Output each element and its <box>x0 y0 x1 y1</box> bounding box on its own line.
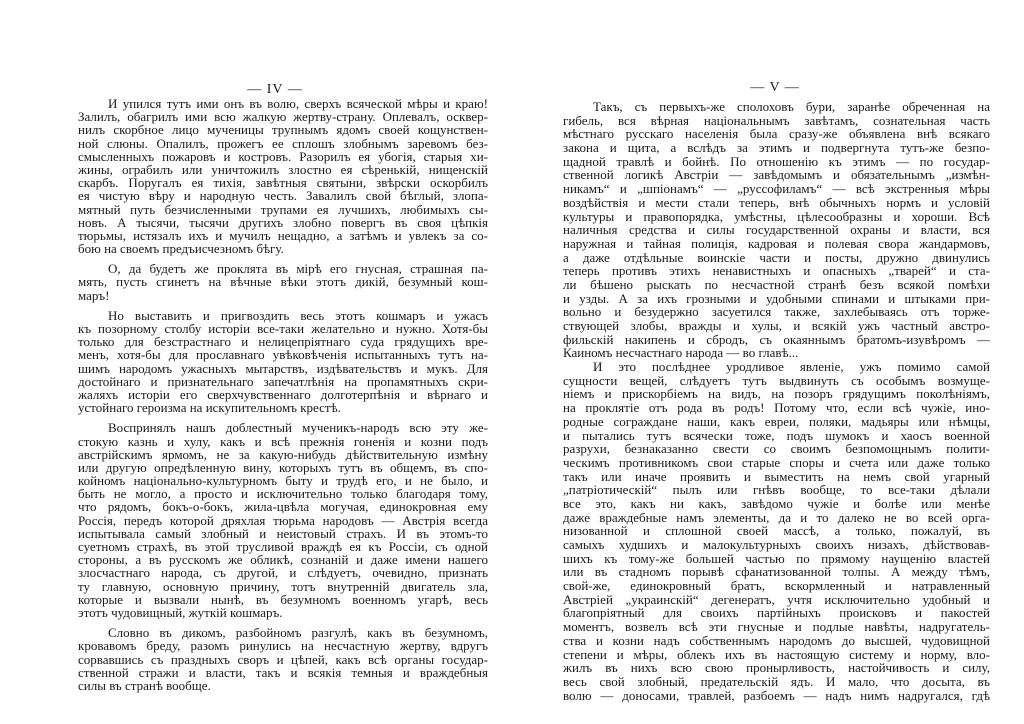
text-line: фильскій накипень и сбродъ, съ окаяннымъ братомъ-изувѣромъ — <box>563 331 990 347</box>
text-line: суетномъ страхѣ, въ этой трусливой враждѣ ея къ Россіи, съ одной <box>78 539 488 554</box>
text-line: вольно и безудержно засуетился также, захлебываясь отъ торже- <box>563 304 990 320</box>
text-line: никамъ“ и „шпіонамъ“ — „руссофиламъ“ — всѣ экстренныя мѣры <box>563 181 990 197</box>
text-line: къ позорному столбу исторіи все-таки желательно и нужно. Хотя-бы <box>78 321 488 336</box>
right-page-body <box>563 100 990 702</box>
text-line: на проклятіе отъ рода въ родъ! Потому что, если всѣ чужіе, ино- <box>563 400 990 416</box>
text-line: устойнаго героизма на искупительномъ крестѣ. <box>78 400 341 416</box>
text-line: наличныя средства и силы государственной охраны и власти, вся <box>563 222 990 238</box>
paragraph <box>78 309 488 415</box>
text-line: волю — доносами, травлей, разбоемъ — надъ нимъ надругался, гдѣ <box>563 687 990 703</box>
text-line: сорвавшись съ праздныхъ своръ и цѣпей, какъ всѣ органы государ- <box>78 651 488 667</box>
page-number-right: — V — <box>750 80 800 95</box>
text-line: наружная и тайная полиція, кадровая и полевая свора жандармовъ, <box>563 235 990 251</box>
paragraph <box>78 421 488 619</box>
text-line: свой-же, единокровный братъ, вскормленный и натравленный <box>563 578 990 594</box>
text-line: Австріей „украинскій“ дегенератъ, учтя исключительно удобный и <box>563 591 990 607</box>
text-line: маръ! <box>78 287 110 303</box>
text-line: Воспринялъ нашъ доблестный мученикъ-народъ всю эту же- <box>108 420 488 436</box>
text-line: И это послѣднее уродливое явленіе, ужъ помимо самой <box>593 359 990 375</box>
text-line: моментъ, возвелъ всѣ эти гнусные и подлые навѣты, надругатель- <box>563 619 990 635</box>
text-line: злосчастнаго народа, съ другой, и слѣдуетъ, очевидно, признать <box>78 565 488 581</box>
text-line: „патріотическій“ пылъ или гнѣвъ вообще, то все-таки дѣлали <box>563 482 990 498</box>
text-line: ственной логикѣ Австріи — завѣдомымъ и обязательнымъ „измѣн- <box>563 167 990 183</box>
text-line: мять, пусть сгинетъ на вѣчные вѣки этотъ дикій, безумный кош- <box>78 274 488 290</box>
paragraph <box>563 100 990 360</box>
text-line: ея чистую вѣру и народную честь. Завалилъ свой бѣглый, злопа- <box>78 188 488 204</box>
text-line: менъ, хотя-бы для прославнаго увѣковѣченія испытанныхъ тутъ на- <box>78 347 488 363</box>
text-line: нилъ скорбное лицо мученицы трупнымъ ядомъ своей кощунствен- <box>78 122 488 138</box>
text-line: разрухи, безнаказанно свести со своимъ безпомощнымъ полити- <box>563 441 990 457</box>
paragraph <box>78 262 488 302</box>
text-line: достойнаго и признательнаго запечатлѣнія на пропамятныхъ скри- <box>78 373 488 389</box>
text-line: мѣстнаго русскаго населенія была сразу-же объявлена внѣ всякаго <box>563 126 990 142</box>
text-line: самыхъ худшихъ и малокультурныхъ своихъ низахъ, дѣйствовав- <box>563 537 990 552</box>
text-line: тюрьмы, истязалъ ихъ и мучилъ нещадно, а затѣмъ и увлекъ за со- <box>78 227 488 243</box>
text-line: ли бѣшено рыскать по несчастной странѣ безъ всякой помѣхи <box>563 276 990 292</box>
text-line: ственной стражи и власти, такъ и всякія темныя и враждебныя <box>78 664 488 680</box>
text-line: бою на своемъ предъисчезномъ бѣгу. <box>78 241 284 257</box>
text-line: только для безстрастнаго и нелицепріятнаго суда грядущихъ вре- <box>78 334 488 350</box>
text-line: Залилъ, обагрилъ ими всю жалкую жертву-страну. Оплевалъ, осквер- <box>78 109 488 125</box>
text-line: степени и мѣры, облекъ ихъ въ настоящую систему и норму, вло- <box>563 646 990 662</box>
text-line: что рядомъ, бокъ-о-бокъ, жила-цвѣла могучая, единокровная ему <box>78 499 488 515</box>
text-line: испытывала самый злобный и неистовый страхъ. И въ этомъ-то <box>78 525 488 541</box>
text-line: стороны, а въ русскомъ же обликѣ, сознаній и даже имени нашего <box>78 552 488 568</box>
text-line: мятный путь безчисленными трупами ея лучшихъ, любимыхъ сы- <box>78 201 488 217</box>
text-line: кровавомъ бреду, разомъ ринулись на несчастную жертву, вдругъ <box>78 638 488 654</box>
page-number-left: — IV — <box>247 82 303 97</box>
text-line: Каиномъ несчастнаго народа — во главѣ... <box>563 345 799 361</box>
text-line: австрійскимъ ярмомъ, не за какую-нибудь дѣйствительную измѣну <box>78 446 488 462</box>
text-line: культуры и правопорядка, умѣстны, цѣлесообразны и хороши. Всѣ <box>563 208 990 224</box>
text-line: воздѣйствія и мести стали теперь, внѣ обычныхъ нормъ и условій <box>563 194 990 210</box>
text-line: гибель, вся вѣрная національнымъ завѣтамъ, сознательная часть <box>563 112 990 128</box>
text-line: жаляхъ исторіи его сверхчувственнаго долготерпѣнія и вѣрнаго и <box>78 386 488 402</box>
text-line: ту главную, основную причину, тотъ внутренній двигатель зла, <box>78 578 488 594</box>
text-line: или въ стадномъ порывѣ сфанатизованной толпы. А между тѣмъ, <box>563 564 990 580</box>
text-line: Такъ, съ первыхъ-же сполоховъ бури, заранѣе обреченная на <box>593 99 990 114</box>
text-line: шимъ народомъ ужасныхъ мытарствъ, издѣвательствъ и мукъ. Для <box>78 360 488 376</box>
text-line: ствующей злобы, вражды и хулы, и всякій ужъ частный австро- <box>563 318 990 333</box>
text-line: ніемъ и прискорбіемъ на видъ, на позоръ грядущимъ поколѣніямъ, <box>563 386 990 402</box>
paragraph <box>563 360 990 702</box>
text-line: которые и вызвали нынѣ, въ безумномъ военномъ угарѣ, весь <box>78 591 488 607</box>
text-line: закона и щита, а вслѣдъ за этимъ и подвергнута тутъ-же безпо- <box>563 140 990 156</box>
text-line: И упился тутъ ими онъ въ волю, сверхъ всяческой мѣры и краю! <box>108 96 488 111</box>
text-line: жилъ въ нихъ всю свою пронырливость, настойчивость и силу, <box>563 660 990 676</box>
text-line: скарбъ. Поругалъ ея тихія, завѣтныя святыни, звѣрски оскорбилъ <box>78 175 488 191</box>
text-line: такъ или иначе проявить и выместить на немъ свой угарный <box>563 468 990 484</box>
text-line: стокую казнь и хулу, какъ и всѣ прежнія гоненія и козни подъ <box>78 433 488 449</box>
text-line: новъ. А тысячи, тысячи другихъ злобно повергъ въ своя цѣпкія <box>78 214 488 230</box>
text-line: благопріятный для своихъ партійныхъ происковъ и пакостей <box>563 605 990 621</box>
text-line: даже враждебные намъ элементы, да и то далеко не во всей орга- <box>563 509 990 525</box>
text-line: О, да будетъ же проклята въ мірѣ его гнусная, страшная па- <box>108 261 488 277</box>
text-line: ства и козни надъ собственнымъ народомъ до высшей, чудовищной <box>563 632 990 648</box>
text-line: все это, какъ ни какъ, завѣдомо чужіе и болѣе или менѣе <box>563 495 990 511</box>
text-line: шихъ къ тому-же большей частью по прямому наущенію властей <box>563 550 990 566</box>
text-line: этотъ чудовищный, жуткій кошмаръ. <box>78 604 283 620</box>
left-page-body <box>78 97 488 692</box>
text-line: а даже отдѣльные воинскіе части и посты, дружно двинулись <box>563 249 990 265</box>
text-line: весь свой злобный, предательскій ядъ. И мало, что досыта, въ <box>563 673 990 689</box>
text-line: Но выставить и пригвоздить весь этотъ кошмаръ и ужасъ <box>108 307 488 323</box>
text-line: Россія, передъ которой дряхлая тюрьма народовъ — Австрія всегда <box>78 512 488 528</box>
text-line: низованной и сплошной своей массѣ, а только, пожалуй, въ <box>563 523 990 539</box>
text-line: ной слюны. Опалилъ, прожегъ ее сплошъ злобнымъ заревомъ без- <box>78 135 488 151</box>
text-line: быть не могло, а просто и исключительно только благодаря тому, <box>78 486 488 502</box>
paragraph <box>78 97 488 255</box>
text-line: Словно въ дикомъ, разбойномъ разгулѣ, какъ въ безумномъ, <box>108 625 488 641</box>
text-line: койномъ національно-культурномъ быту и трудѣ его, и не было, и <box>78 473 488 489</box>
text-line: и пытались тутъ всячески тоже, подъ шумокъ и хаосъ военной <box>563 427 990 443</box>
text-line: теперь противъ этихъ ненавистныхъ и опасныхъ „тварей“ и ста- <box>563 263 990 279</box>
text-line: родные сограждане наши, какъ евреи, поляки, мадьяры или нѣмцы, <box>563 413 990 429</box>
text-line: и узды. А за ихъ грозными и удобными спинами и штыками при- <box>563 290 990 306</box>
text-line: смысленныхъ пожаровъ и костровъ. Разорилъ ея убогія, старыя хи- <box>78 148 488 164</box>
text-line: щадной травлѣ и бойнѣ. По отношенію къ этимъ — по государ- <box>563 153 990 169</box>
text-line: ческимъ противникомъ свои старые споры и счета или даже только <box>563 454 990 470</box>
text-line: силы въ странѣ вообще. <box>78 677 211 693</box>
text-line: или другую опредѣленную вину, которыхъ тутъ въ общемъ, въ спо- <box>78 459 488 475</box>
paragraph <box>78 626 488 692</box>
text-line: жины, ограбилъ или уничтожилъ злостно ея сѣренькій, нищенскій <box>78 161 488 177</box>
text-line: сущности вещей, слѣдуетъ тутъ выдвинуть съ особымъ возмуще- <box>563 372 990 388</box>
